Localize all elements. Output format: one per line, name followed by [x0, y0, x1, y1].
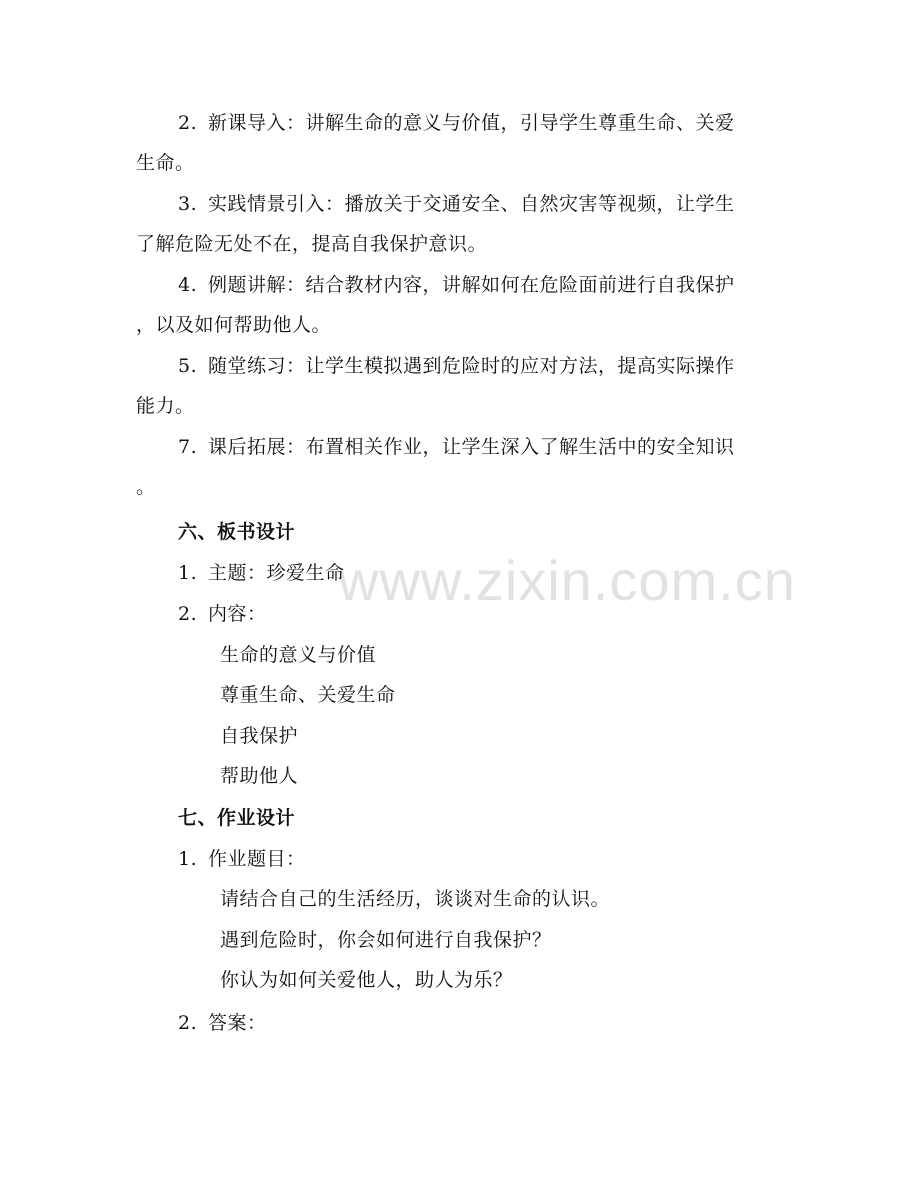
homework-question: 请结合自己的生活经历，谈谈对生命的认识。 [220, 888, 611, 910]
item-text: 新课导入：讲解生命的意义与价值，引导学生尊重生命、关爱 [208, 112, 735, 134]
item-number: 5. [178, 355, 198, 377]
item-number: 1. [178, 848, 198, 870]
item-text: 实践情景引入：播放关于交通安全、自然灾害等视频，让学生 [208, 193, 735, 215]
item-number: 4. [178, 274, 198, 296]
process-item-5-cont: 能力。 [136, 395, 195, 417]
process-item-2-cont: 生命。 [136, 152, 195, 174]
section-6-heading: 六、板书设计 [178, 521, 296, 543]
board-theme [178, 560, 345, 586]
item-text: 课后拓展：布置相关作业，让学生深入了解生活中的安全知识 [208, 436, 735, 458]
item-number: 2. [178, 603, 198, 625]
homework-question: 遇到危险时，你会如何进行自我保护？ [220, 929, 552, 951]
board-item: 生命的意义与价值 [220, 644, 377, 666]
process-item-4-cont: ，以及如何帮助他人。 [136, 314, 332, 336]
board-item: 帮助他人 [220, 765, 299, 787]
process-item-3 [178, 191, 735, 217]
process-item-3-cont: 了解危险无处不在，提高自我保护意识。 [136, 233, 488, 255]
watermark: www.zixin.com.cn [338, 549, 796, 612]
board-item: 自我保护 [220, 725, 299, 747]
process-item-2 [178, 110, 735, 136]
item-text: 例题讲解：结合教材内容，讲解如何在危险面前进行自我保护 [208, 274, 735, 296]
section-7-heading: 七、作业设计 [178, 807, 296, 829]
homework-questions-label [178, 846, 306, 872]
item-number: 1. [178, 562, 198, 584]
board-content-label: 内容： [208, 603, 267, 625]
item-number: 3. [178, 193, 198, 215]
item-number: 2. [178, 112, 198, 134]
item-number: 2. [178, 1012, 198, 1034]
item-number: 7. [178, 436, 198, 458]
board-item: 尊重生命、关爱生命 [220, 684, 396, 706]
item-text: 随堂练习：让学生模拟遇到危险时的应对方法，提高实际操作 [208, 355, 735, 377]
process-item-5 [178, 353, 735, 379]
process-item-7 [178, 434, 735, 460]
board-content [178, 601, 267, 627]
homework-answer-label [178, 1010, 267, 1036]
process-item-7-cont: 。 [136, 476, 156, 498]
homework-question: 你认为如何关爱他人，助人为乐？ [220, 969, 513, 991]
homework-answer-text: 答案： [208, 1012, 267, 1034]
process-item-4 [178, 272, 735, 298]
homework-questions-text: 作业题目： [208, 848, 306, 870]
board-theme-text: 主题：珍爱生命 [208, 562, 345, 584]
